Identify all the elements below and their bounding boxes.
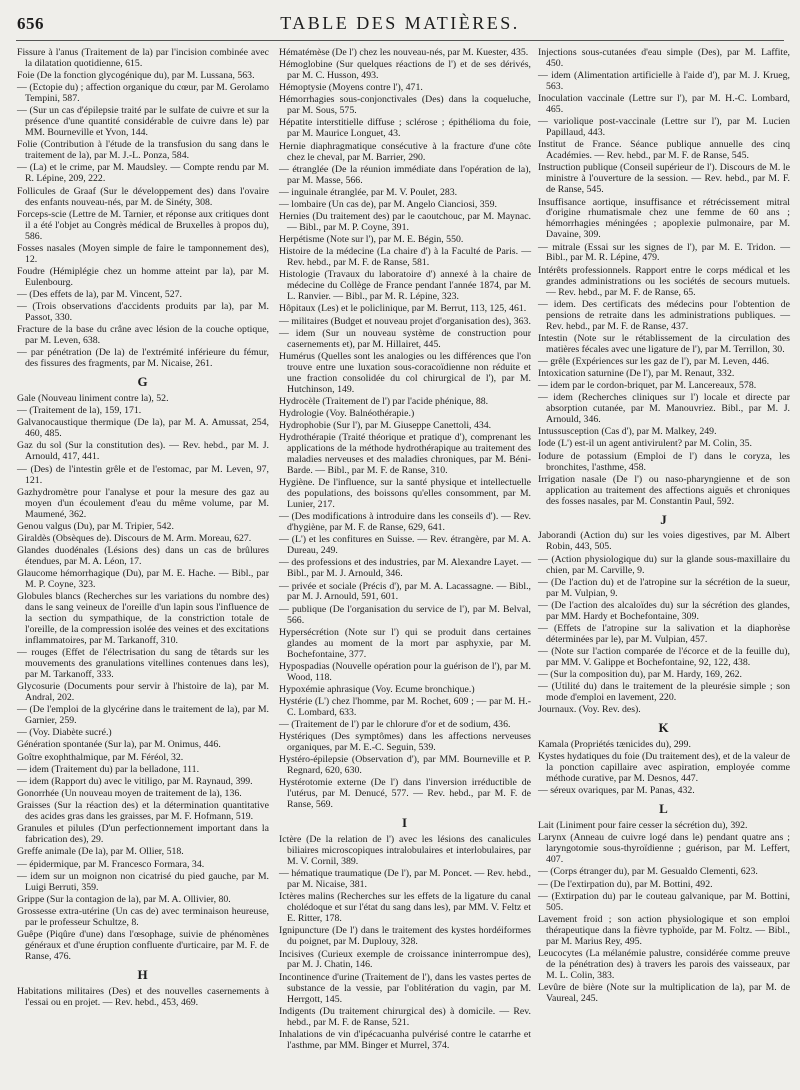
index-entry: Lait (Liniment pour faire cesser la sécrétion du), 392. [538,820,748,832]
index-entry: Herpétisme (Note sur l'), par M. E. Bégin, 550. [279,234,464,246]
section-letter: I [401,815,409,831]
index-entry: Histoire de la médecine (La chaire d') à la Faculté de Paris. — Rev. hebd., par M. F. de Ranse, 581. [279,246,531,269]
section-letter: J [660,511,668,527]
index-entry: Grossesse extra-utérine (Un cas de) avec terminaison heureuse, par le professeur Schultze, 8. [17,905,269,928]
index-subentry: — rouges (Effet de l'électrisation du sang de têtards sur les mouvements des granulations vitellines contenues dans les), par M. Tarkanoff, 333. [17,647,269,681]
index-entry: Foie (De la fonction glycogénique du), par M. Lussana, 563. [17,70,255,82]
index-subentry: — idem (Alimentation artificielle à l'aide d'), par M. J. Krueg, 563. [538,70,790,93]
index-subentry: — (Effets de l'atropine sur la salivation et la diaphorèse déterminées par le), par M. Vulpian, 457. [538,622,790,645]
index-subentry: — (Sur un cas d'épilepsie traité par le sulfate de cuivre et sur la présence d'une quantité considérable de cuivre dans le) par MM. Bourneville et Yvon, 144. [17,105,269,139]
index-entry: Incontinence d'urine (Traitement de l'), dans les vastes pertes de substance de la vessie, par l'oblitération du vagin, par M. Herrgott, 145. [279,971,531,1005]
index-entry: Hydrocèle (Traitement de l') par l'acide phénique, 88. [279,395,489,407]
index-subentry: — (De l'action du) et de l'atropine sur la sécrétion de la sueur, par M. Vulpian, 9. [538,576,790,599]
index-entry: Fracture de la base du crâne avec lésion de la couche optique, par M. Leven, 638. [17,324,269,347]
index-entry: Hôpitaux (Les) et le policlinique, par M. Berrut, 113, 125, 461. [279,303,527,315]
index-entry: Hypospadias (Nouvelle opération pour la guérison de l'), par M. Wood, 118. [279,660,531,683]
index-entry: Insuffisance aortique, insuffisance et rétrécissement mitral d'origine rhumatismale chez une femme de 60 ans ; hémorrhagies méningées ; apoplexie pulmonaire, par M. Davaine, 309. [538,196,790,241]
index-subentry: — (Extirpation du) par le couteau galvanique, par M. Bottini, 505. [538,890,790,913]
index-entry: Iode (L') est-il un agent antivirulent? par M. Colin, 35. [538,438,752,450]
index-entry: Hygiène. De l'influence, sur la santé physique et intellectuelle des populations, des boissons qu'elles consomment, par M. Lunier, 217. [279,477,531,511]
index-subentry: — (Sur la composition du), par M. Hardy, 169, 262. [538,669,742,681]
index-entry: Hystérie (L') chez l'homme, par M. Rochet, 609 ; — par M. H.-C. Lombard, 633. [279,696,531,718]
index-entry: Ictère (De la relation de l') avec les lésions des canalicules biliaires microscopiques intralobulaires et interlobulaires, par M. V. Cornil, 389. [279,834,531,868]
index-entry: Leucocytes (La mélanémie palustre, considérée comme preuve de la pénétration des) à travers les parois des vaisseaux, par M. L. Colin, 383. [538,947,790,981]
index-entry: Histologie (Travaux du laboratoire d') annexé à la chaire de médecine du Collège de France pendant l'année 1874, par M. L. Ranvier. — Bibl., par M. R. Lépine, 323. [279,269,531,303]
index-subentry: — privée et sociale (Précis d'), par M. A. Lacassagne. — Bibl., par M. J. Arnould, 591, 601. [279,580,531,603]
column-left [17,48,269,1010]
index-subentry: — (Utilité du) dans le traitement de la pleurésie simple ; son mode d'emploi en lavement, 220. [538,681,790,704]
index-entry: Gazhydromètre pour l'analyse et pour la mesure des gaz au moyen d'un écoulement d'eau du même volume, par M. Maumené, 362. [17,486,269,520]
index-entry: Intoxication saturnine (De l'), par M. Renaut, 332. [538,367,735,379]
index-subentry: — mitrale (Essai sur les signes de l'), par M. E. Tridon. — Bibl., par M. R. Lépine, 479. [538,241,790,264]
page-number: 656 [17,14,44,33]
index-subentry: — séreux ovariques, par M. Panas, 432. [538,785,695,797]
index-entry: Lavement froid ; son action physiologique et son emploi thérapeutique dans la fièvre typhoïde, par M. Foltz. — Bibl., par M. Marius Rey, 495. [538,913,790,947]
index-entry: Gaz du sol (Sur la constitution des). — Rev. hebd., par M. J. Arnould, 417, 441. [17,440,269,463]
index-entry: Inoculation vaccinale (Lettre sur l'), par M. H.-C. Lombard, 465. [538,93,790,116]
header-rule [16,40,784,41]
index-entry: Inhalations de vin d'ipécacuanha pulvérisé contre le catarrhe et l'asthme, par MM. Binger et Murrel, 374. [279,1028,531,1051]
index-entry: Greffe animale (De la), par M. Ollier, 518. [17,846,184,858]
index-subentry: — publique (De l'organisation du service de l'), par M. Belval, 566. [279,603,531,626]
index-subentry: — (De l'extirpation du), par M. Bottini, 492. [538,878,713,890]
index-subentry: — idem (Rapport du) avec le vitiligo, par M. Raynaud, 399. [17,775,253,787]
section-letter: K [658,720,670,736]
index-entry: Granules et pilules (D'un perfectionnement important dans la fabrication des), 29. [17,823,269,846]
index-entry: Institut de France. Séance publique annuelle des cinq Académies. — Rev. hebd., par M. F. de Ranse, 545. [538,139,790,162]
index-entry: Hystérotomie externe (De l') dans l'inversion irréductible de l'utérus, par M. Denucé, 577. — Rev. hebd., par M. F. de Ranse, 569. [279,777,531,811]
index-entry: Hystéro-épilepsie (Observation d'), par MM. Bourneville et P. Regnard, 620, 630. [279,754,531,777]
index-subentry: — (Corps étranger du), par M. Gesualdo Clementi, 623. [538,866,758,878]
index-subentry: — grêle (Expériences sur les gaz de l'), par M. Leven, 446. [538,355,770,367]
index-subentry: — idem (Traitement du) par la belladone, 111. [17,763,200,775]
index-entry: Gale (Nouveau liniment contre la), 52. [17,393,169,405]
index-subentry: — idem sur un moignon non cicatrisé du pied gauche, par M. Luigi Berruti, 359. [17,870,269,893]
index-entry: Ictères malins (Recherches sur les effets de la ligature du canal cholédoque et sur l'état du sang dans les), par MM. V. Feltz et E. Ritter, 178. [279,891,531,925]
index-subentry: — idem. Des certificats des médecins pour l'obtention de pensions de retraite dans les administrations publiques. — Rev. hebd., par M. F. de Ranse, 437. [538,298,790,332]
index-entry: Injections sous-cutanées d'eau simple (Des), par M. Laffite, 450. [538,47,790,69]
index-subentry: — lombaire (Un cas de), par M. Angelo Cianciosi, 359. [279,198,497,210]
index-entry: Hernie diaphragmatique consécutive à la fracture d'une côte chez le cheval, par M. Barrier, 290. [279,140,531,163]
index-entry: Instruction publique (Conseil supérieur de l'). Discours de M. le ministre à l'ouverture de la session. — Rev. hebd., par M. F. de Ranse, 545. [538,162,790,196]
index-entry: Fissure à l'anus (Traitement de la) par l'incision combinée avec la dilatation quotidienne, 615. [17,47,269,69]
index-entry: Graisses (Sur la réaction des) et la détermination quantitative des acides gras dans les graisses, par M. F. Hofmann, 519. [17,800,269,823]
index-entry: Globules blancs (Recherches sur les variations du nombre des) dans le sang veineux de l'oreille d'un lapin sous l'influence de la section du sympathique, de la constriction totale de l'oreille, de la compression isolée des veines et des excitations inflammatoires, par M. Tarkanoff, 310. [17,591,269,646]
index-entry: Habitations militaires (Des) et des nouvelles casernements à l'essai ou en projet. — Rev. hebd., 453, 469. [17,985,269,1008]
index-entry: Hypersécrétion (Note sur l') qui se produit dans certaines glandes au moment de la mort par asphyxie, par M. Bochefontaine, 377. [279,626,531,660]
index-subentry: — (De l'action des alcaloïdes du) sur la sécrétion des glandes, par MM. Hardy et Bochefontaine, 309. [538,599,790,622]
index-subentry: — (Des modifications à introduire dans les conseils d'). — Rev. d'hygiène, par M. F. de Ranse, 629, 641. [279,511,531,534]
running-title: TABLE DES MATIÈRES. [280,13,520,33]
index-entry: Hydrothérapie (Traité théorique et pratique d'), comprenant les applications de la méthode hydrothérapique au traitement des maladies nerveuses et des maladies chroniques, par M. Béni-Barde. — Bibl., par M. F. de Ranse, 310. [279,432,531,477]
index-entry: Gonorrhée (Un nouveau moyen de traitement de la), 136. [17,788,242,800]
index-subentry: — hématique traumatique (De l'), par M. Poncet. — Rev. hebd., par M. Nicaise, 381. [279,868,531,891]
index-subentry: — (Voy. Diabète sucré.) [17,727,112,739]
index-subentry: — des professions et des industries, par M. Alexandre Layet. — Bibl., par M. J. Arnould, 346. [279,557,531,580]
index-entry: Foudre (Hémiplégie chez un homme atteint par la), par M. Eulenbourg. [17,265,269,288]
index-subentry: — (Des effets de la), par M. Vincent, 527. [17,288,183,300]
section-letter: G [137,374,149,390]
index-entry: Hydrologie (Voy. Balnéothérapie.) [279,407,415,419]
index-subentry: — (Note sur l'action comparée de l'écorce et de la feuille du), par MM. V. Galippe et Bochefontaine, 92, 122, 438. [538,645,790,668]
index-entry: Jaborandi (Action du) sur les voies digestives, par M. Albert Robin, 443, 505. [538,530,790,553]
index-entry: Journaux. (Voy. Rev. des). [538,704,641,716]
index-entry: Forceps-scie (Lettre de M. Tarnier, et réponse aux critiques dont il a été l'objet au Congrès médical de Bruxelles à propos du), 586. [17,208,269,242]
index-entry: Glandes duodénales (Lésions des) dans un cas de brûlures étendues, par M. A. Léon, 17. [17,544,269,567]
index-entry: Humérus (Quelles sont les analogies ou les différences que l'on trouve entre une luxation sous-coracoïdienne non réduite et une fraction consolidée du col chirurgical de l'), par M. Hutchinson, 149. [279,350,531,395]
index-entry: Grippe (Sur la contagion de la), par M. A. Ollivier, 80. [17,893,231,905]
index-subentry: — (Action physiologique du) sur la glande sous-maxillaire du chien, par M. Carville, 9. [538,553,790,576]
index-entry: Ignipuncture (De l') dans le traitement des kystes hordéiformes du poignet, par M. Duplouy, 328. [279,925,531,948]
index-entry: Intussusception (Cas d'), par M. Malkey, 249. [538,426,717,438]
index-subentry: — (Trois observations d'accidents produits par la), par M. Passot, 330. [17,301,269,323]
index-subentry: — étranglée (De la réunion immédiate dans l'opération de la), par M. Masse, 566. [279,163,531,186]
index-entry: Folie (Contribution à l'étude de la transfusion du sang dans le traitement de la), par M. J.-L. Ponza, 584. [17,139,269,162]
index-entry: Incisives (Curieux exemple de croissance ininterrompue des), par M. J. Chatin, 146. [279,948,531,971]
index-entry: Larynx (Anneau de cuivre logé dans le) pendant quatre ans ; laryngotomie sous-thyroïdienne ; guérison, par M. Leffert, 407. [538,832,790,866]
index-entry: Follicules de Graaf (Sur le développement des) dans l'ovaire des enfants nouveau-nés, par M. de Sinéty, 308. [17,185,269,208]
index-subentry: — (Des) de l'intestin grêle et de l'estomac, par M. Leven, 97, 121. [17,463,269,486]
index-entry: Hématémèse (De l') chez les nouveau-nés, par M. Kuester, 435. [279,47,529,58]
index-entry: Levûre de bière (Note sur la multiplication de la), par M. de Vaureal, 245. [538,981,790,1004]
index-entry: Glycosurie (Documents pour servir à l'histoire de la), par M. Andral, 202. [17,681,269,704]
index-entry: Guêpe (Piqûre d'une) dans l'œsophage, suivie de phénomènes généraux et d'une éruption confluente d'urticaire, par M. F. de Ranse, 476. [17,928,269,962]
index-entry: Genou valgus (Du), par M. Tripier, 542. [17,520,174,532]
index-entry: Irrigation nasale (De l') ou naso-pharyngienne et de son application au traitement des affections aiguës et chroniques des fosses nasales, par M. Constantin Paul, 592. [538,473,790,507]
index-subentry: — (Ectopie du) ; affection organique du cœur, par M. Gerolamo Tempini, 587. [17,82,269,105]
index-entry: Indigents (Du traitement chirurgical des) à domicile. — Rev. hebd., par M. F. de Ranse, 521. [279,1005,531,1028]
index-entry: Iodure de potassium (Emploi de l') dans le coryza, les bronchites, l'asthme, 458. [538,450,790,473]
index-subentry: — militaires (Budget et nouveau projet d'organisation des), 363. [279,315,531,327]
index-entry: Hépatite interstitielle diffuse ; sclérose ; épithélioma du foie, par M. Maurice Longuet, 43. [279,117,531,140]
index-entry: Glaucome hémorrhagique (Du), par M. E. Hache. — Bibl., par M. P. Coyne, 323. [17,568,269,591]
index-subentry: — (De l'emploi de la glycérine dans le traitement de la), par M. Garnier, 259. [17,704,269,727]
index-entry: Kamala (Propriétés tænicides du), 299. [538,739,691,751]
index-subentry: — idem par le cordon-briquet, par M. Lancereaux, 578. [538,380,757,392]
column-right [538,48,790,1006]
index-entry: Fosses nasales (Moyen simple de faire le tamponnement des), 12. [17,242,269,265]
section-letter: H [137,966,149,982]
index-subentry: — (Traitement de l') par le chlorure d'or et de sodium, 436. [279,719,511,731]
index-subentry: — variolique post-vaccinale (Lettre sur l'), par M. Lucien Papillaud, 443. [538,116,790,139]
index-entry: Génération spontanée (Sur la), par M. Onimus, 446. [17,739,221,751]
index-entry: Hydrophobie (Sur l'), par M. Giuseppe Canettoli, 434. [279,420,492,432]
index-entry: Kystes hydatiques du foie (Du traitement des), et de la valeur de la ponction capillaire avec aspiration, employée comme méthode curative, par M. Desnos, 447. [538,751,790,785]
index-subentry: — par pénétration (De la) de l'extrémité inférieure du fémur, des fissures des fragments, par M. Nicaise, 261. [17,347,269,370]
index-subentry: — idem (Recherches cliniques sur l') locale et directe par absorption cutanée, par M. Manouvriez. Bibl., par M. J. Arnould, 346. [538,392,790,426]
column-middle [279,48,531,1053]
index-entry: Intérêts professionnels. Rapport entre le corps médical et les grandes administrations ou les sociétés de secours mutuels. — Rev. hebd., par M. F. de Ranse, 65. [538,264,790,298]
index-subentry: — (Traitement de la), 159, 171. [17,405,142,417]
index-entry: Giraldès (Obsèques de). Discours de M. Arm. Moreau, 627. [17,532,252,544]
section-letter: L [659,801,669,817]
index-entry: Goître exophthalmique, par M. Féréol, 32. [17,751,184,763]
index-entry: Hernies (Du traitement des) par le caoutchouc, par M. Maynac. — Bibl., par M. P. Coyne, 391. [279,211,531,233]
index-subentry: — inguinale étranglée, par M. V. Poulet, 283. [279,186,458,198]
index-entry: Galvanocaustique thermique (De la), par M. A. Amussat, 254, 460, 485. [17,417,269,440]
index-subentry: — (L') et les confitures en Suisse. — Rev. étrangère, par M. A. Dureau, 249. [279,534,531,557]
index-subentry: — idem (Sur un nouveau système de construction pour casernements et), par M. Hillairet, 445. [279,327,531,350]
index-entry: Hémorrhagies sous-conjonctivales (Des) dans la coqueluche, par M. Sous, 575. [279,94,531,117]
index-subentry: — épidermique, par M. Francesco Formara, 34. [17,858,205,870]
index-entry: Hémoptysie (Moyens contre l'), 471. [279,82,423,94]
index-entry: Hémoglobine (Sur quelques réactions de l') et de ses dérivés, par M. C. Husson, 493. [279,59,531,82]
index-entry: Intestin (Note sur le rétablissement de la circulation des matières fécales avec une ligature de l'), par M. Terrillon, 30. [538,332,790,355]
index-entry: Hypoxémie aphrasique (Voy. Ecume bronchique.) [279,683,475,695]
index-subentry: — (La) et le crime, par M. Maudsley. — Compte rendu par M. R. Lépine, 209, 222. [17,162,269,185]
index-entry: Hystériques (Des symptômes) dans les affections nerveuses organiques, par M. E.-C. Seguin, 539. [279,731,531,754]
